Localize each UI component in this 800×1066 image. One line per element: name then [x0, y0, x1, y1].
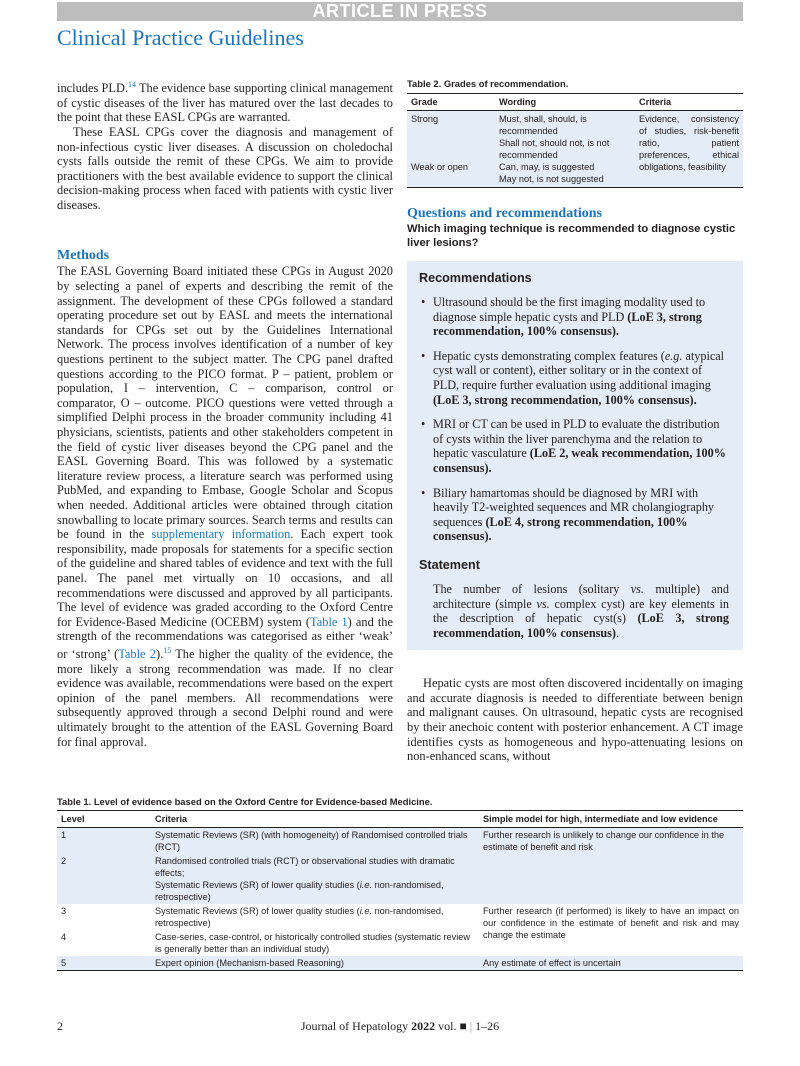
list-item: • Hepatic cysts demonstrating complex features (e.g. atypical cyst wall or content), either solitary or in the context of PLD, require further evaluation using additional imaging (LoE 3, strong recommendation, 100% consensus). [433, 349, 729, 407]
citation-link[interactable]: 15 [163, 645, 172, 655]
table-row [407, 111, 743, 188]
table-header: Simple model for high, intermediate and low evidence [479, 811, 743, 828]
text-run: The evidence base supporting clinical management of cystic diseases of the liver has matured over the last decades to the point that these EASL CPGs are warranted. [57, 81, 393, 125]
table-header: Criteria [151, 811, 479, 828]
citation-link[interactable]: 14 [128, 80, 136, 89]
journal-footer: Journal of Hepatology 2022 vol. ■ | 1–26 [300, 1019, 500, 1033]
table-header: Wording [495, 94, 635, 111]
left-column [57, 78, 393, 749]
methods-heading: Methods [57, 248, 110, 264]
table-row: 3 Systematic Reviews (SR) of lower quality studies (i.e. non-randomised, retrospective) Further research (if performed) is likely to have an impact on our confidence in the estimate of benefit and risk and may change the estimate [61, 906, 739, 940]
recommendation-list [419, 295, 729, 544]
page-number: 2 [57, 1019, 63, 1033]
table2-link[interactable]: Table 2 [118, 647, 156, 662]
methods-paragraph [57, 264, 393, 749]
grade-cell: Strong Weak or open [407, 111, 495, 188]
statement-heading: Statement [419, 557, 480, 572]
text-run: The EASL Governing Board initiated these CPGs in August 2020 by selecting a panel of experts and describing the remit of the assignment. The development of these CPGs followed a standard operating procedure set out by EASL and meets the international standards for CPGs set out by the Guidelines International Network. The process involves identification of a number of key questions pertinent to the subject matter. The CPG panel drafted questions according to the PICO format. P – patient, problem or population, I – intervention, C – comparison, control or comparator, O – outcome. PICO questions were vetted through a simplified Delphi process in the broader community including 41 physicians, scientists, patients and other stakeholders competent in the field of cystic liver diseases beyond the CPG panel and the EASL Governing Board. This was followed by a systematic literature review process, a literature search was performed using PubMed, and expanding to Embase, Google Scholar and Scopus when needed. Additional articles were obtained through citation snowballing to locate primary sources. Search terms and results can be found in the [57, 264, 393, 542]
criteria-cell: Evidence, consistency of studies, risk-benefit ratio, patient preferences, ethical obligations, feasibility [635, 111, 743, 188]
table1-link[interactable]: Table 1 [310, 614, 348, 629]
table-row: 2 Randomised controlled trials (RCT) or observational studies with dramatic effects; Systematic Reviews (SR) of lower quality studies (i.e. non-randomised, retrospective) [57, 854, 743, 904]
supplementary-link[interactable]: supplementary information [151, 527, 291, 542]
grades-table [407, 93, 743, 188]
question-title: Which imaging technique is recommended to diagnose cystic liver lesions? [407, 223, 736, 249]
article-in-press-banner: ARTICLE IN PRESS [57, 2, 743, 21]
recommendation-box [407, 261, 743, 650]
evidence-table [57, 810, 743, 971]
scope-paragraph: These EASL CPGs cover the diagnosis and management of non-infectious cystic liver diseases. A discussion on choledochal cysts falls outside the remit of these CPGs. We aim to provide practitioners with the best available evidence to support the clinical decision-making process when faced with patients with cystic liver diseases. [57, 124, 393, 212]
table-row: 4 Case-series, case-control, or historically controlled studies (systematic review is generally better than an individual study) [61, 932, 471, 954]
text-run: . Each expert took responsibility, made proposals for statements for a specific section of the guideline and shared tables of evidence and text with the full panel. The panel met virtually on 10 occasions, and all recommendations were discussed and approved by all participants. The level of evidence was graded according to the Oxford Centre for Evidence-Based Medicine (OCEBM) system ( [57, 527, 393, 629]
table-header: Grade [407, 94, 495, 111]
statement-text: The number of lesions (solitary vs. multiple) and architecture (simple vs. complex cyst) are key elements in the description of hepatic cyst(s) (LoE 3, strong recommendation, 100% consensus). [433, 581, 729, 640]
table1-caption: Table 1. Level of evidence based on the Oxford Centre for Evidence-based Medicine. [57, 796, 433, 807]
table-row: 5 Expert opinion (Mechanism-based Reasoning) Any estimate of effect is uncertain [57, 956, 743, 971]
text-run: ). [155, 647, 164, 662]
recommendations-heading: Recommendations [419, 271, 532, 285]
intro-paragraph [57, 78, 393, 125]
text-run: ) and the strength of the recommendations was categorised as either ‘weak’ or ‘strong’ ( [57, 614, 393, 662]
table-header: Criteria [635, 94, 743, 111]
table-row: 1 Systematic Reviews (SR) (with homogeneity) of Randomised controlled trials (RCT) Further research is unlikely to change our confidence in the estimate of benefit and risk [57, 828, 743, 855]
text-run: The higher the quality of the evidence, the more likely a strong recommendation was made. If no clear evidence was available, recommendations were based on the expert opinion of the panel members. All recommendations were subsequently approved through a second Delphi round and were ultimately brought to the attention of the EASL Governing Board for final approval. [57, 647, 393, 749]
wording-cell: Must, shall, should, is recommended Shall not, should not, is not recommended Can, may, is suggested May not, is not suggested [495, 111, 635, 188]
list-item: • Biliary hamartomas should be diagnosed by MRI with heavily T2-weighted sequences and MR cholangiography sequences (LoE 4, strong recommendation, 100% consensus). [433, 486, 729, 544]
list-item: • MRI or CT can be used in PLD to evaluate the distribution of cysts within the liver parenchyma and the relation to hepatic vasculature (LoE 2, weak recommendation, 100% consensus). [433, 417, 729, 475]
right-column [407, 78, 743, 764]
hepatic-cysts-paragraph: Hepatic cysts are most often discovered incidentally on imaging and accurate diagnosis is needed to differentiate between benign and malignant causes. On ultrasound, hepatic cysts are recognised by their anechoic content with posterior enhancement. A CT image identifies cysts as homogeneous and hypo-attenuating lesions on non-enhanced scans, without [407, 676, 743, 764]
table2-caption: Table 2. Grades of recommendation. [407, 78, 569, 89]
list-item: • Ultrasound should be the first imaging modality used to diagnose simple hepatic cysts and PLD (LoE 3, strong recommendation, 100% consensus). [433, 295, 729, 339]
table-header: Level [57, 811, 151, 828]
text-run: includes PLD. [57, 81, 128, 96]
section-title: Clinical Practice Guidelines [57, 25, 304, 50]
questions-heading: Questions and recommendations [407, 206, 602, 221]
